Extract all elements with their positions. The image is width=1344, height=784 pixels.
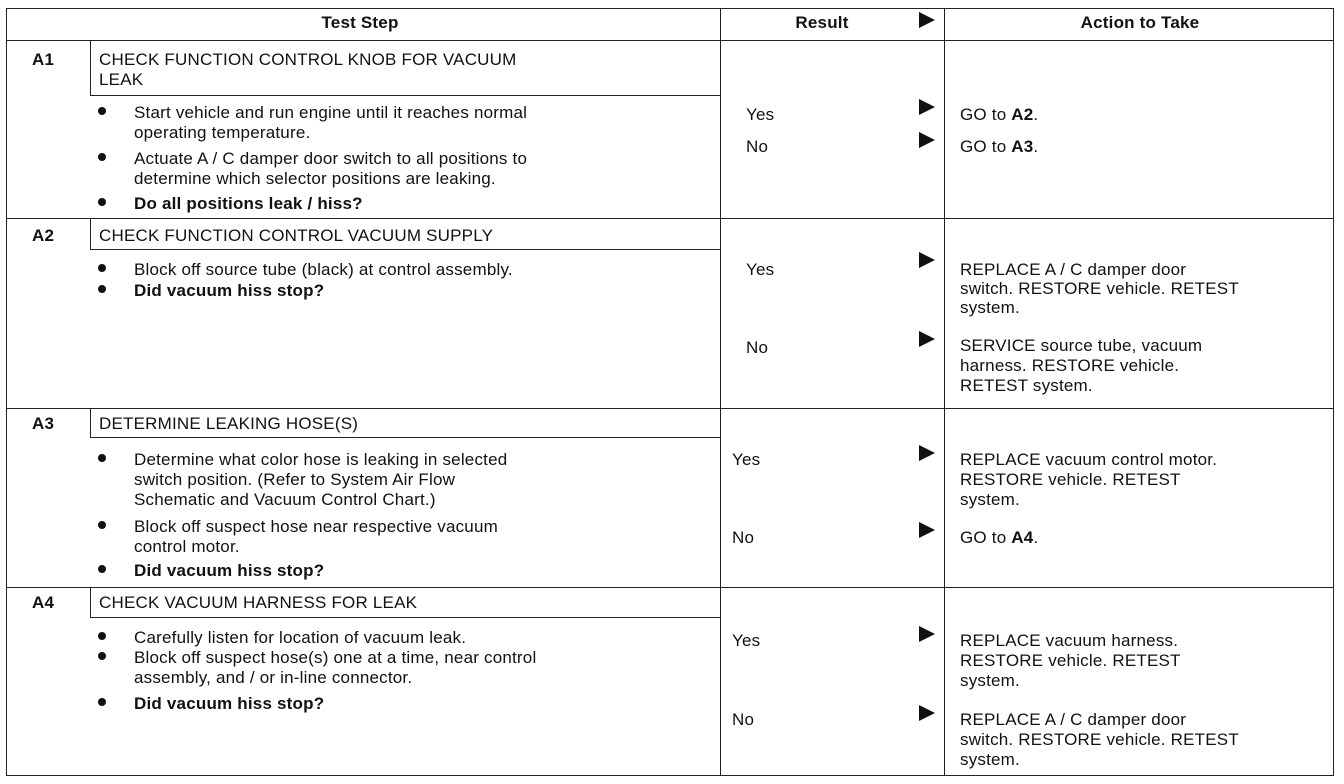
step-a4-bullet2-line1: Block off suspect hose(s) one at a time, near control	[134, 648, 537, 667]
action-a2-yes-line2: switch. RESTORE vehicle. RETEST	[960, 279, 1239, 298]
action-a3-yes-line1: REPLACE vacuum control motor.	[960, 450, 1218, 469]
step-id-a3: A3	[32, 414, 55, 433]
arrow-icon	[919, 99, 935, 115]
step-a4-question: Did vacuum hiss stop?	[134, 694, 325, 713]
step-a3-bullet1-line1: Determine what color hose is leaking in selected	[134, 450, 508, 469]
table-top-border	[6, 8, 1334, 9]
bullet-icon	[98, 198, 106, 206]
result-a4-yes: Yes	[732, 631, 761, 650]
bullet-icon	[98, 698, 106, 706]
action-a1-no: GO to A3.	[960, 137, 1039, 156]
action-a4-no-line3: system.	[960, 750, 1020, 769]
step-divider-a1-a2	[6, 218, 1334, 219]
result-a2-no: No	[746, 338, 769, 357]
action-a4-no-line1: REPLACE A / C damper door	[960, 710, 1187, 729]
step-title-a3: DETERMINE LEAKING HOSE(S)	[99, 414, 359, 433]
action-a4-yes-line2: RESTORE vehicle. RETEST	[960, 651, 1181, 670]
column-divider-action	[944, 8, 945, 776]
table-right-border	[1333, 8, 1334, 776]
step-a2-question: Did vacuum hiss stop?	[134, 281, 325, 300]
bullet-icon	[98, 565, 106, 573]
action-a4-no-line2: switch. RESTORE vehicle. RETEST	[960, 730, 1239, 749]
action-a3-yes-line3: system.	[960, 490, 1020, 509]
step-title-a1-line1: CHECK FUNCTION CONTROL KNOB FOR VACUUM	[99, 50, 517, 69]
arrow-icon	[919, 445, 935, 461]
table-bottom-border	[6, 775, 1334, 776]
step-id-a4: A4	[32, 593, 55, 612]
step-a3-bullet2-line1: Block off suspect hose near respective vacuum	[134, 517, 498, 536]
bullet-icon	[98, 632, 106, 640]
step-divider-a3-a4	[6, 587, 1334, 588]
action-a2-no-line2: harness. RESTORE vehicle.	[960, 356, 1180, 375]
action-a3-yes-line2: RESTORE vehicle. RETEST	[960, 470, 1181, 489]
action-a4-yes-line3: system.	[960, 671, 1020, 690]
step-a1-bullet2-line1: Actuate A / C damper door switch to all positions to	[134, 149, 528, 168]
action-a2-yes-line1: REPLACE A / C damper door	[960, 260, 1187, 279]
result-a3-no: No	[732, 528, 755, 547]
step-title-a2: CHECK FUNCTION CONTROL VACUUM SUPPLY	[99, 226, 494, 245]
step-a2-bullet1: Block off source tube (black) at control assembly.	[134, 260, 513, 279]
bullet-icon	[98, 285, 106, 293]
step-title-a4: CHECK VACUUM HARNESS FOR LEAK	[99, 593, 418, 612]
arrow-icon	[919, 522, 935, 538]
arrow-icon	[919, 705, 935, 721]
bullet-icon	[98, 521, 106, 529]
step-title-underline-a4	[90, 617, 720, 618]
header-result: Result	[795, 13, 849, 32]
action-a2-no-line3: RETEST system.	[960, 376, 1093, 395]
step-id-a1: A1	[32, 50, 55, 69]
bullet-icon	[98, 107, 106, 115]
step-a3-bullet2-line2: control motor.	[134, 537, 240, 556]
step-id-a2: A2	[32, 226, 55, 245]
step-a1-bullet2-line2: determine which selector positions are leaking.	[134, 169, 496, 188]
arrow-icon	[919, 331, 935, 347]
result-a1-yes: Yes	[746, 105, 775, 124]
table-left-border	[6, 8, 7, 776]
action-a3-no: GO to A4.	[960, 528, 1039, 547]
bullet-icon	[98, 454, 106, 462]
action-a2-yes-line3: system.	[960, 298, 1020, 317]
step-id-divider-a3	[90, 408, 91, 437]
step-a4-bullet1: Carefully listen for location of vacuum leak.	[134, 628, 467, 647]
step-id-divider-a1	[90, 40, 91, 95]
bullet-icon	[98, 153, 106, 161]
column-divider-result	[720, 8, 721, 776]
step-title-underline-a2	[90, 249, 720, 250]
result-a1-no: No	[746, 137, 769, 156]
step-title-a1-line2: LEAK	[99, 70, 144, 89]
step-a3-question: Did vacuum hiss stop?	[134, 561, 325, 580]
header-bottom-border	[6, 40, 1334, 41]
header-test-step: Test Step	[321, 13, 399, 32]
step-a1-bullet1-line1: Start vehicle and run engine until it reaches normal	[134, 103, 528, 122]
step-a4-bullet2-line2: assembly, and / or in-line connector.	[134, 668, 413, 687]
step-a3-bullet1-line3: Schematic and Vacuum Control Chart.)	[134, 490, 436, 509]
header-action: Action to Take	[1080, 13, 1200, 32]
arrow-icon	[919, 252, 935, 268]
step-a3-bullet1-line2: switch position. (Refer to System Air Flow	[134, 470, 456, 489]
result-a3-yes: Yes	[732, 450, 761, 469]
step-title-underline-a1	[90, 95, 720, 96]
result-a2-yes: Yes	[746, 260, 775, 279]
step-a1-bullet1-line2: operating temperature.	[134, 123, 311, 142]
step-id-divider-a4	[90, 587, 91, 617]
step-id-divider-a2	[90, 218, 91, 249]
action-a2-no-line1: SERVICE source tube, vacuum	[960, 336, 1203, 355]
bullet-icon	[98, 264, 106, 272]
action-a1-yes: GO to A2.	[960, 105, 1039, 124]
arrow-icon	[919, 132, 935, 148]
action-a4-yes-line1: REPLACE vacuum harness.	[960, 631, 1179, 650]
step-divider-a2-a3	[6, 408, 1334, 409]
arrow-icon	[919, 626, 935, 642]
bullet-icon	[98, 652, 106, 660]
result-a4-no: No	[732, 710, 755, 729]
step-title-underline-a3	[90, 437, 720, 438]
header-arrow-icon	[919, 12, 935, 28]
step-a1-question: Do all positions leak / hiss?	[134, 194, 363, 213]
